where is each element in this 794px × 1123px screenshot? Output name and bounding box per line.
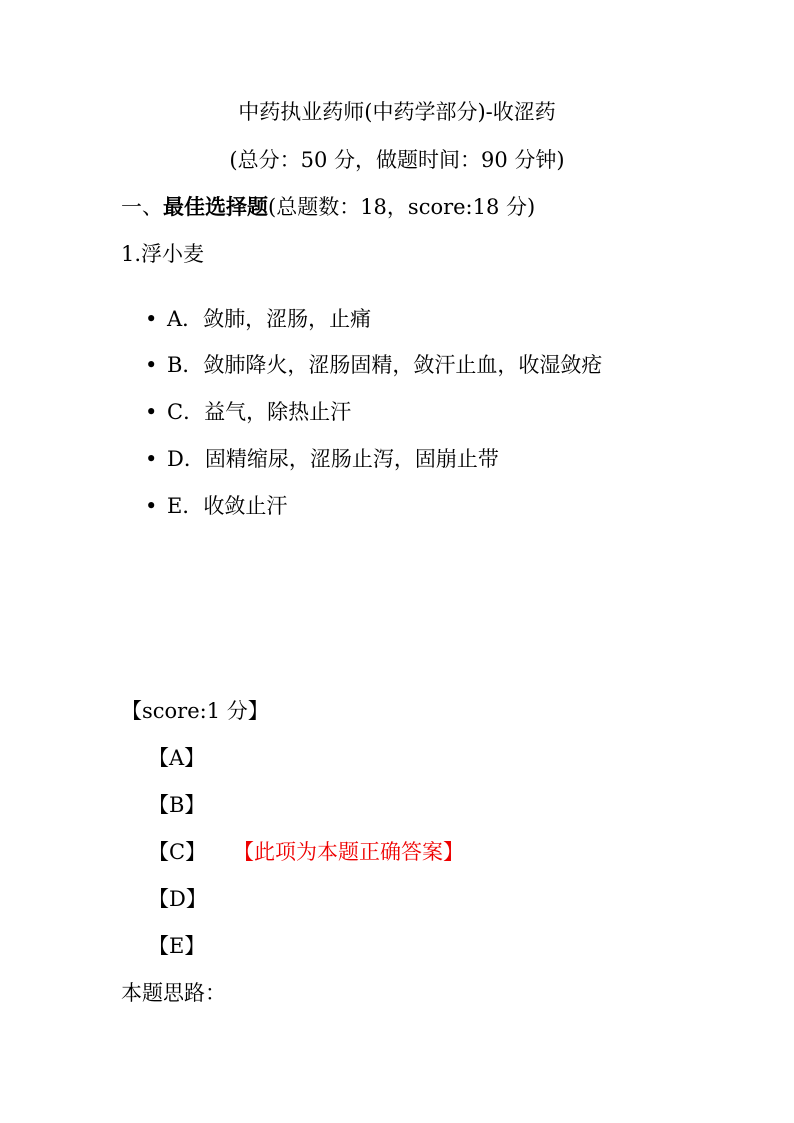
option-e [145,492,287,520]
analysis-label: 本题思路： [121,981,226,1005]
bullet-icon: • [145,400,158,424]
page-title: 中药执业药师(中药学部分)-收涩药 [238,100,556,124]
bullet-icon: • [145,307,158,331]
option-text: B．敛肺降火，涩肠固精，敛汗止血，收湿敛疮 [167,353,603,377]
section-heading [121,193,535,221]
correct-answer-mark: 【此项为本题正确答案】 [233,840,464,864]
answer-c-row [148,838,464,866]
option-a [145,305,371,333]
option-text: D．固精缩尿，涩肠止泻，固崩止带 [167,447,499,471]
bullet-icon: • [145,447,158,471]
bullet-icon: • [145,494,158,518]
option-text: C．益气，除热止汗 [167,400,352,424]
answer-b: 【B】 [148,793,206,817]
question-score: 【score:1 分】 [121,699,269,723]
exam-meta: (总分：50 分，做题时间：90 分钟) [229,148,565,172]
option-d [145,445,499,473]
section-info: (总题数：18，score:18 分) [268,195,536,219]
answer-a: 【A】 [148,746,206,770]
section-name: 最佳选择题 [163,194,268,219]
answer-d: 【D】 [148,887,207,911]
answer-e: 【E】 [148,934,206,958]
option-text: E．收敛止汗 [167,494,288,518]
answer-c: 【C】 [148,840,207,864]
option-b [145,351,602,379]
section-index: 一、 [121,195,163,219]
option-c [145,398,351,426]
option-text: A．敛肺，涩肠，止痛 [167,307,372,331]
bullet-icon: • [145,353,158,377]
question-stem: 1.浮小麦 [121,242,205,266]
